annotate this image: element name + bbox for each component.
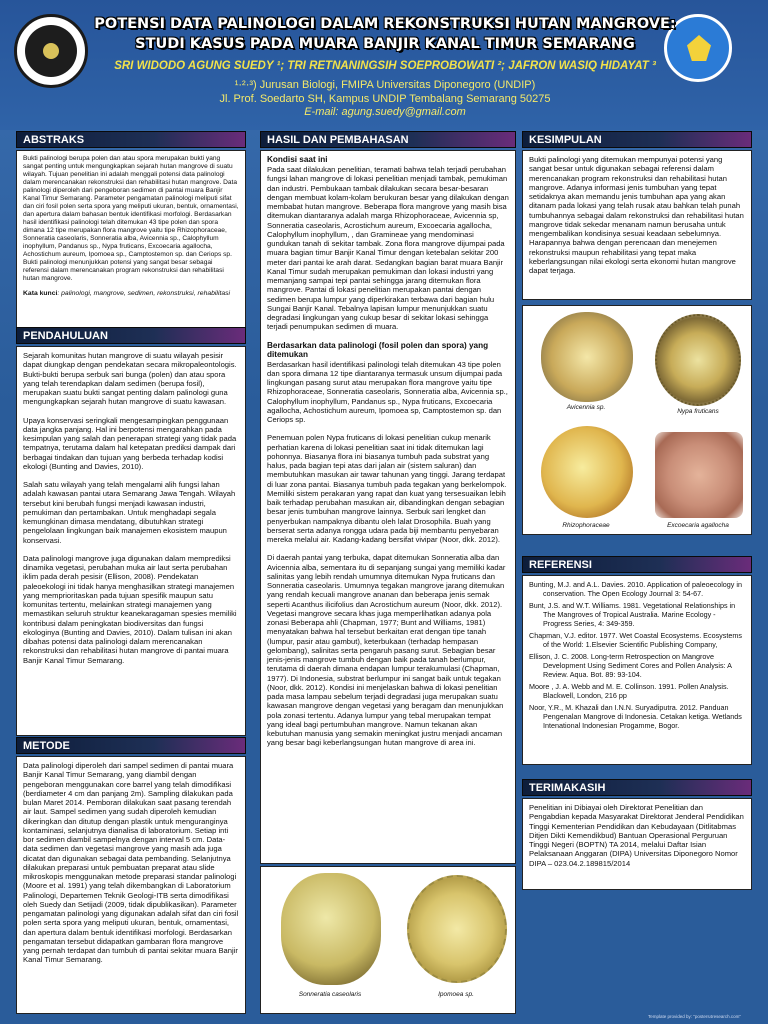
reference-item: Moore , J. A. Webb and M. E. Collinson. 1991. Pollen Analysis. Blackwell, London, 216 pp xyxy=(529,682,729,700)
avicennia-pollen-image xyxy=(541,312,633,402)
caption-nypa: Nypa fruticans xyxy=(677,408,719,415)
section-header-referensi: REFERENSI xyxy=(522,556,752,573)
reference-item: Ellison, J. C. 2008. Long-term Retrospection on Mangrove Development Using Sediment Cores and Pollen Analysis: A Review. Aqua. Bot. 89: 93-104. xyxy=(529,652,732,679)
caption-avicennia: Avicennia sp. xyxy=(566,404,606,411)
results-paragraph-3: Penemuan polen Nypa fruticans di lokasi penelitian cukup menarik perhatian karena di lokasi penelitian saat ini tidak ditemukan lagi pohonnya. Biasanya flora ini biasanya tumbuh pada substrat yang halus, pada bagian tepi atas dari jalan air (sistem saluran) dan membutuhkan masukan air tawar tahunan yang tinggi. Jarang terdapat di luar zona pantai. Biasanya tumbuh pada tegakan yang berkelompok. Memiliki sistem perakaran yang rapat dan kuat yang tersesuaikan lebih baik terhadap perubahan masukan air, dibandingkan dengan sebagian besar jenis tumbuhan mangrove lainnya. Serbuk sari lengket dan penyerbukan nampaknya dibantu oleh lalat Drosophila. Buah yang berserat serta adanya rongga udara pada biji membantu penyebaran mereka melalui air. Kadang-kadang bersifat vivipar (Noor, dkk. 2012). xyxy=(267,433,507,544)
caption-excoecaria: Excoecaria agallocha xyxy=(667,522,729,529)
sonneratia-pollen-image xyxy=(281,873,381,985)
logo-center xyxy=(687,35,711,61)
results-panel xyxy=(260,150,516,864)
method-text: Data palinologi diperoleh dari sampel sedimen di pantai muara Banjir Kanal Timur Semarang, yang diambil dengan pengeboran menggunakan core barrel yang telah dimodifikasi (berdiameter 4 cm dan panjang 2m). Sampling dilakukan pada bulan Maret 2014. Pemboran dilakukan saat pasang terendah air laut. Sampel sedimen yang sudah diperoleh kemudian dikeringkan dan ditutup dengan plastik untuk menguranginya kontaminasi, selanjutnya dianalisa di laboratorium. Setiap inti bor sedimen diambil sampelnya dengan interval 5 cm. Data-data sedimen dan vegetasi mangrove yang masih ada juga dicatat dan digunakan sebagai data pembanding. Selanjutnya dilakukan preparasi untuk pembuatan preparat atau slide mikroskopis menggunakan metode preparasi standar palinologi (Moore et al. 1991) yang telah dikembangkan di Laboratorium Palinologi, Departemen Teknik Geologi-ITB serta dimodifikasi oleh Suedy dan Setijadi (2009, tidak dipublikasikan). Parameter pengamatan palinologi yang digunakan adalah sifat dan ciri fosil polen serta spora yang meliputi ukuran, bentuk, ornamentasi, dan apertura dalam bentuk identifikasi morfologi. Berdasarkan pengamatan tersebut didapatkan gambaran flora mangrove yang pernah terdapat dan tumbuh di pantai sekitar muara Banjir Kanal Timur Semarang. xyxy=(23,761,239,965)
introduction-panel xyxy=(16,346,246,736)
section-header-metode: METODE xyxy=(16,737,246,754)
keywords xyxy=(23,290,239,297)
reference-item: Noor, Y.R., M. Khazali dan I.N.N. Suryadiputra. 2012. Panduan Pengenalan Mangrove di Indonesia. Cetakan ketiga. Wetlands Intenational Indonesian Progamme, Bogor. xyxy=(529,703,742,730)
acknowledgement-panel xyxy=(522,798,752,890)
section-header-kesimpulan: KESIMPULAN xyxy=(522,131,752,148)
caption-rhizophoraceae: Rhizophoraceae xyxy=(562,522,610,529)
reference-item: Bunting, M.J. and A.L. Davies. 2010. Application of paleoecology in conservation. The Open Ecology Journal 3: 54-67. xyxy=(529,580,742,598)
nypa-pollen-image xyxy=(655,314,741,406)
intro-paragraph-4: Data palinologi mangrove juga digunakan dalam memprediksi dinamika vegetasi, perubahan muka air laut serta perubahan iklim pada derah pesisir (Ellison, 2008). Pendekatan paleoekologi ini tidak hanya menghasilkan strategi manajemen yang memprioritaskan pada tujuan spesifik maupun satu komunitas tertentu, melainkan strategi manajemen yang memastikan seluruh struktur keanekaragaman spesies memiliki kontribusi dalam peningkatan biodiversitas dan fungsi ekologinya (Bunting and Davies, 2010). Dalam tulisan ini akan dibahas potensi data palinologi dalam merencanakan rekonstruksi dan rehabilitasi hutan mangrove di pantai muara Banjir Kanal Timur Semarang. xyxy=(23,553,237,665)
results-paragraph-4: Di daerah pantai yang terbuka, dapat ditemukan Sonneratia alba dan Avicennia alba, sementara itu di sepanjang sungai yang memiliki kadar salinitas yang lebih rendah umumnya ditemukan Nypa fruticans dan Sonneratia caseolaris. Umumnya tegakan mangrove jarang ditemukan yang rendah kecuali mangrove ananan dan beberapa jenis semak seperti Acanthus ilicifolius dan Acrostichum aureum (Noor, dkk. 2012). Vegetasi mangrove secara khas juga memperlihatkan adanya pola zonasi Beberapa ahli (Chapman, 1977; Bunt and Williams, 1981) menyatakan bahwa hal tersebut berkaitan erat dengan tipe tanah (lumpur, pasir atau gambut), keterbukaan (terhadap hempasan gelombang), salinitas serta pengaruh pasang surut. Sebagian besar jenis-jenis mangrove tumbuh dengan baik pada tanah berlumpur, terutama di daerah dimana endapan lumpur terakumulasi (Chapman, 1977). Di Indonesia, substrat berlumpur ini sangat baik untuk tegakan (Noor, dkk. 2012). Kondisi ini menjelaskan bahwa di lokasi penelitian pada masa lampau sebelum terjadi degradasi juga merupakan suatu kawasan mangrove dengan vegetasi yang beragam dan menunjukkan pola zonasi tertentu. Adanya lumpur yang tebal merupakan tempat yang ideal bagi pertumbuhan mangrove. Namun tekanan akan kebutuhan manusia yang semakin meningkat justru menjadi ancaman yang besar bagi keberlangsungan hutan mangrove di area ini. xyxy=(267,553,506,748)
undip-logo xyxy=(14,14,88,88)
section-header-terimakasih: TERIMAKASIH xyxy=(522,779,752,796)
caption-sonneratia: Sonneratia caseolaris xyxy=(298,991,362,998)
poster-title-line2: STUDI KASUS PADA MUARA BANJIR KANAL TIMUR SEMARANG xyxy=(135,36,635,52)
keywords-label: Kata kunci xyxy=(23,289,58,297)
references-panel xyxy=(522,575,752,765)
poster-title-line1: POTENSI DATA PALINOLOGI DALAM REKONSTRUKSI HUTAN MANGROVE: xyxy=(94,16,676,32)
excoecaria-pollen-image xyxy=(655,432,743,518)
section-header-abstrak: ABSTRAKS xyxy=(16,131,246,148)
section-header-hasil: HASIL DAN PEMBAHASAN xyxy=(260,131,516,148)
results-paragraph-2: Berdasarkan hasil identifikasi palinologi telah ditemukan 43 tipe polen dan spora dimana 12 tipe diantaranya termasuk unsum dijumpai pada lingkungan pasang surut atau merupakan flora mangrove yaitu tipe Rhizophoraceae, Sonneratia caseolaris, Sonneratia alba, Avicennia sp., Calophyllum inophyllum, Pandanus sp., Nypa fruticans, Excoecaria agallocha, Achostichum aureum, Ipomoea sp, Camptostemon sp. dan Ceriops sp. xyxy=(267,359,508,424)
header-banner xyxy=(0,0,768,130)
acknowledgement-text: Penelitian ini Dibiayai oleh Direktorat Penelitian dan Pengabdian kepada Masyarakat Direktorat Jenderal Pendidikan Tinggi Kementerian Pendidikan dan Kebudayaan (Ditlitabmas Ditjen Dikti Kemendikbud) Bantuan Operasional Perguruan Tinggi Negeri (BOPTN) TA 2014, melalui Daftar Isian Pelaksanaan Anggaran (DIPA) Universitas Diponegoro Nomor DIPA – 023.04.2.189815/2014 xyxy=(529,803,744,868)
intro-paragraph-3: Salah satu wilayah yang telah mengalami alih fungsi lahan adalah kawasan pantai utara Semarang Jawa Tengah. Wilayah tersebut kini berubah fungsi menjadi kawasan industri, pemukiman dan pertambakan. Untuk menghadapi segala kemungkinan dimasa mendatang, dibutuhkan strategi pengelolaan lingkungan baik manajemen ekosistem maupun konservasi. xyxy=(23,480,236,545)
pollen-figure-bottom xyxy=(260,866,516,1014)
intro-paragraph-2: Upaya konservasi seringkali mengesampingkan penggunaan data jangka panjang. Hal ini berpotensi mengarahkan pada kesimpulan yang salah dan penerapan strategi yang tidak pada tempatnya, terutama dalam hal ketepatan prediksi dampak dari berbagai tindakan dan tujuan yang berbeda terhadap kodisi ekologi (Bunting and Davies, 2010). xyxy=(23,415,237,471)
template-credit: Template provided by: "posters4research.com" xyxy=(648,1014,741,1019)
intro-paragraph-1: Sejarah komunitas hutan mangrove di suatu wilayah pesisir dapat diungkap dengan pendekatan secara mikropaleontologis. Bukti-bukti berupa serbuk sari bunga (polen) dan atau spora yang telah terendapkan dalam sedimen (berupa fosil), merupakan suatu bukti sangat penting dalam palinologi guna mengungkapkan sejarah hutan mangrove di suatu kawasan. xyxy=(23,351,237,407)
rhizophoraceae-pollen-image xyxy=(541,426,633,518)
email-contact: E-mail: agung.suedy@gmail.com xyxy=(304,106,466,118)
keywords-text: : palinologi, mangrove, sedimen, rekonstruksi, rehabilitasi xyxy=(57,289,231,297)
affiliation-line1: ¹·²·³) Jurusan Biologi, FMIPA Universitas Diponegoro (UNDIP) xyxy=(234,79,536,91)
pollen-figure-right xyxy=(522,305,752,535)
abstract-panel xyxy=(16,150,246,338)
affiliation-line2: Jl. Prof. Soedarto SH, Kampus UNDIP Tembalang Semarang 50275 xyxy=(219,93,551,105)
results-subheading-2: Berdasarkan data palinologi (fosil polen dan spora) yang ditemukan xyxy=(267,340,489,359)
abstract-text: Bukti palinologi berupa polen dan atau spora merupakan bukti yang sangat penting untuk mengungkapkan sejarah hutan mangrove di suatu wilayah. Tujuan penelitian ini adalah menggali potensi data palinologi dalam merencanakan rekonstruksi dan rehabilitasi hutan mangrove. Data palinologi diperoleh dari pengeboran sedimen di pantai muara Banjir Kanal Timur Semarang. Parameter pengamatan palinologi meliputi sifat dan ciri fosil polen serta spora yang meliputi ukuran, bentuk, ornamentasi, dan apertura dalam bahasan bentuk identifikasi morfologi. Berdasarkan hasil identifikasi palinologi telah ditemukan 43 tipe polen dan spora dimana 12 tipe merupakan flora mangrove yaitu tipe Rhizophoraceae, Sonneratia caseolaris, Sonneratia alba, Avicennia sp., Calophyllum inophyllum, Pandanus sp., Nypa fruticans, Excoecaria agallocha, Achostichum aureum, Ipomoea sp., Camptostemon sp. dan Ceriops sp. Bukti palinologi menunjukkan potensi yang sangat besar sebagai referensi dalam merencanakan program rekonstruksi dan rehabilitasi hutan mangrove. xyxy=(23,155,239,283)
conclusion-panel xyxy=(522,150,752,300)
ipomoea-pollen-image xyxy=(407,875,507,983)
method-panel xyxy=(16,756,246,1014)
reference-item: Chapman, V.J. editor. 1977. Wet Coastal Ecosystems. Ecosystems of the World: 1.Elsevier Scientific Publishing Company, xyxy=(529,631,742,649)
author-list: SRI WIDODO AGUNG SUEDY ¹; TRI RETNANINGSIH SOEPROBOWATI ²; JAFRON WASIQ HIDAYAT ³ xyxy=(114,60,656,72)
section-header-pendahuluan: PENDAHULUAN xyxy=(16,327,246,344)
logo-emblem xyxy=(25,25,77,77)
results-paragraph-1: Pada saat dilakukan penelitian, teramati bahwa telah terjadi perubahan fungsi lahan mangrove di lokasi penelitian menjadi tambak, pemukiman dan industri. Pembukaan tambak dilakukan secara besar-besaran dengan membuat kolam-kolam berukuran besar yang dilakukan dengan membabat hutan mangrove. Beberapa flora mangrove yang masih bisa ditemukan diantaranya adalah marga Rhizophoraceae, Avicennia sp, Sonneratia caseolaris, Acrostichum aureum, Excoecaria agallocha, Calophyllum inophyllum, , dan Gramineae yang mendominasi gundukan tanah di sekitar tambak. Zona flora mangrove dijumpai pada muara bagian timur Banjir Kanal Timur dengan ketebalan sekitar 200 meter dari pantai ke arah darat. Sedangkan bagian barat muara Banjir Kanal Timur sudah merupakan pemukiman dan lokasi industri yang memanjang sampai tepi pantai sehingga jarang ditemukan flora mangrove. Pantai di lokasi penelitian merupakan pantai dengan sedimen berupa lumpur yang diperkirakan terbawa dari bagian hulu Sungai Banjir Kanal. Tebalnya lapisan lumpur menunjukkan suatu degradasi lingkungan yang cukup besar di sekitar lokasi sehingga terjadi penumpukan sedimen di muara. xyxy=(267,165,509,332)
results-subheading-1: Kondisi saat ini xyxy=(267,155,328,164)
caption-ipomoea: Ipomoea sp. xyxy=(438,991,474,998)
logo-center xyxy=(43,43,59,59)
reference-item: Bunt, J.S. and W.T. Williams. 1981. Vegetational Relationships in The Mangroves of Tropical Australia. Marine Ecology - Progress Series, 4: 349-359. xyxy=(529,601,736,628)
conclusion-text: Bukti palinologi yang ditemukan mempunyai potensi yang sangat besar untuk digunakan sebagai referensi dalam merencanakan program rekonstruksi dan rehabilitasi hutan mangrove. Adanya informasi jenis tumbuhan yang tepat setidaknya akan memandu jenis tumbuhan apa yang akan ditanam pada lokasi yang telah rusak atau bahkan telah punah tumbuhannya sebagai dalam rekonstruksi dan rehabilitasi hutan mangrove tidak sekedar menanam namun berusaha untuk mengembalikan kondisinya sesuai keadaan sebelumnya. Harapannya bahwa dengan perencaan dan menejemen rekonstruksi maupun rehabilitasi yang tepat maka keberlangsungan nilai ekologi serta ekonomi hutan mangrove dapat terjaga. xyxy=(529,155,744,275)
